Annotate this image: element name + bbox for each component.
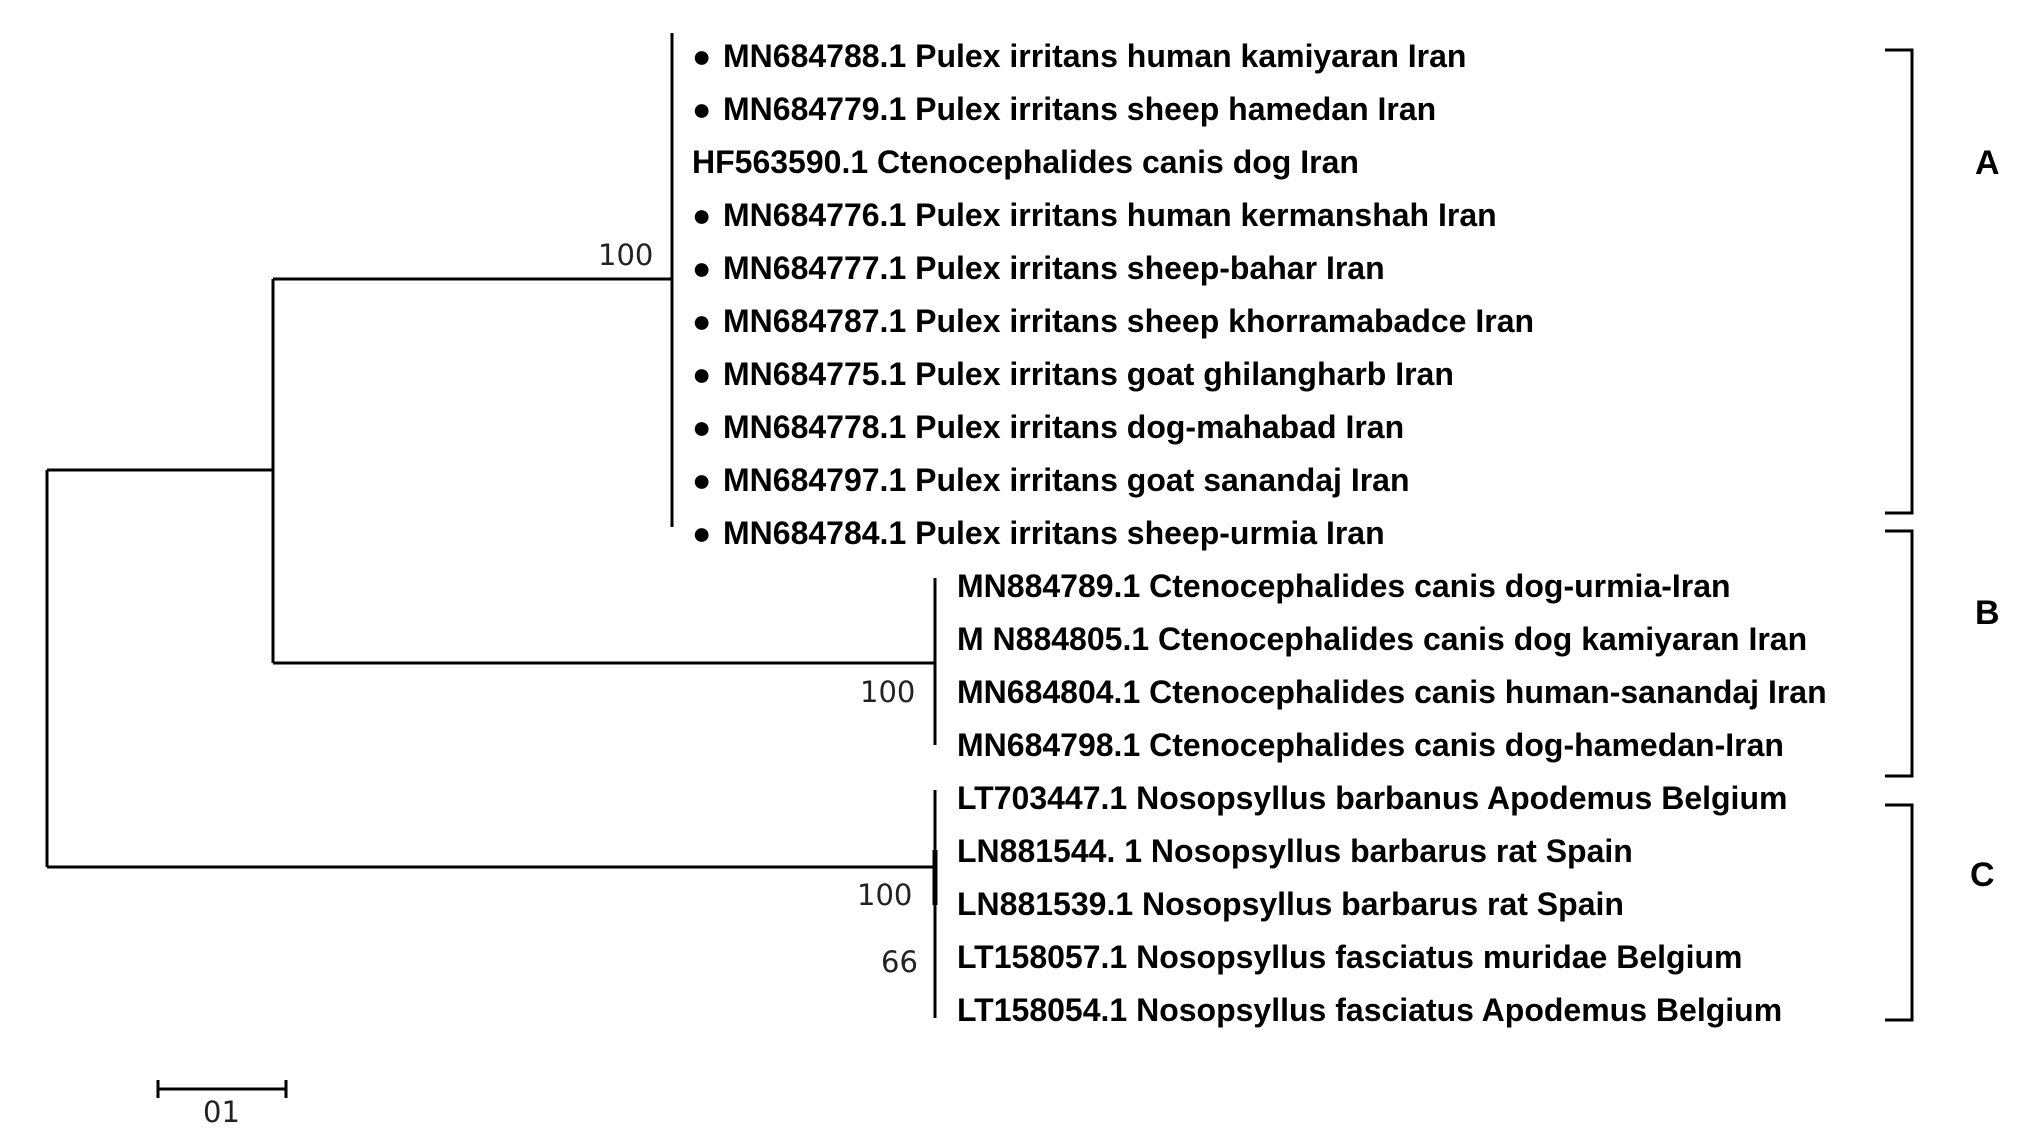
- leaf-label: MN684778.1 Pulex irritans dog-mahabad Iran: [723, 409, 1405, 445]
- leaf-label: MN684784.1 Pulex irritans sheep-urmia Iran: [723, 515, 1385, 551]
- leaf-marker: ●: [692, 303, 712, 339]
- clade-brackets: [1885, 50, 2000, 1020]
- leaf-label: MN684777.1 Pulex irritans sheep-bahar Iran: [723, 250, 1385, 286]
- leaf-marker: ●: [692, 250, 712, 286]
- bootstrap-value-clade-c: 100: [857, 878, 913, 912]
- leaf-marker: ●: [692, 356, 712, 392]
- clade-label-b: B: [1975, 594, 2000, 632]
- bootstrap-value-subclade-c: 66: [881, 945, 918, 979]
- leaf-label: MN684776.1 Pulex irritans human kermanshah Iran: [723, 197, 1497, 233]
- bootstrap-value-clade-a: 100: [598, 238, 654, 272]
- leaf-marker: ●: [692, 462, 712, 498]
- leaf-label: LN881544. 1 Nosopsyllus barbarus rat Spain: [957, 833, 1633, 869]
- leaf-label: MN684787.1 Pulex irritans sheep khorramabadce Iran: [723, 303, 1535, 339]
- leaf-marker: ●: [692, 91, 712, 127]
- leaf-label: LT158054.1 Nosopsyllus fasciatus Apodemus Belgium: [957, 992, 1783, 1028]
- clade-c-bracket: [1885, 805, 1912, 1020]
- scale-bar-label: 01: [203, 1095, 240, 1129]
- leaf-marker: ●: [692, 197, 712, 233]
- leaf-label: MN684788.1 Pulex irritans human kamiyaran Iran: [723, 38, 1467, 74]
- leaf-label: LT703447.1 Nosopsyllus barbanus Apodemus Belgium: [957, 780, 1788, 816]
- leaf-label: M N884805.1 Ctenocephalides canis dog kamiyaran Iran: [957, 621, 1808, 657]
- leaf-marker: ●: [692, 515, 712, 551]
- leaf-label: LN881539.1 Nosopsyllus barbarus rat Spain: [957, 886, 1624, 922]
- scale-bar: [158, 1080, 286, 1129]
- leaf-label: MN684797.1 Pulex irritans goat sanandaj Iran: [723, 462, 1410, 498]
- leaf-label: LT158057.1 Nosopsyllus fasciatus muridae Belgium: [957, 939, 1743, 975]
- leaf-label: MN684779.1 Pulex irritans sheep hamedan Iran: [723, 91, 1437, 127]
- leaf-label: HF563590.1 Ctenocephalides canis dog Iran: [692, 144, 1359, 180]
- leaf-label: MN684804.1 Ctenocephalides canis human-sanandaj Iran: [957, 674, 1827, 710]
- clade-b-bracket: [1885, 531, 1912, 776]
- clade-label-a: A: [1975, 144, 2000, 182]
- leaf-marker: ●: [692, 38, 712, 74]
- bootstrap-value-clade-b: 100: [860, 675, 916, 709]
- leaf-label: MN684775.1 Pulex irritans goat ghilangharb Iran: [723, 356, 1454, 392]
- leaf-label: MN684798.1 Ctenocephalides canis dog-hamedan-Iran: [957, 727, 1784, 763]
- clade-a-bracket: [1885, 50, 1912, 513]
- clade-label-c: C: [1970, 856, 1995, 894]
- leaf-marker: ●: [692, 409, 712, 445]
- leaf-label: MN884789.1 Ctenocephalides canis dog-urmia-Iran: [957, 568, 1731, 604]
